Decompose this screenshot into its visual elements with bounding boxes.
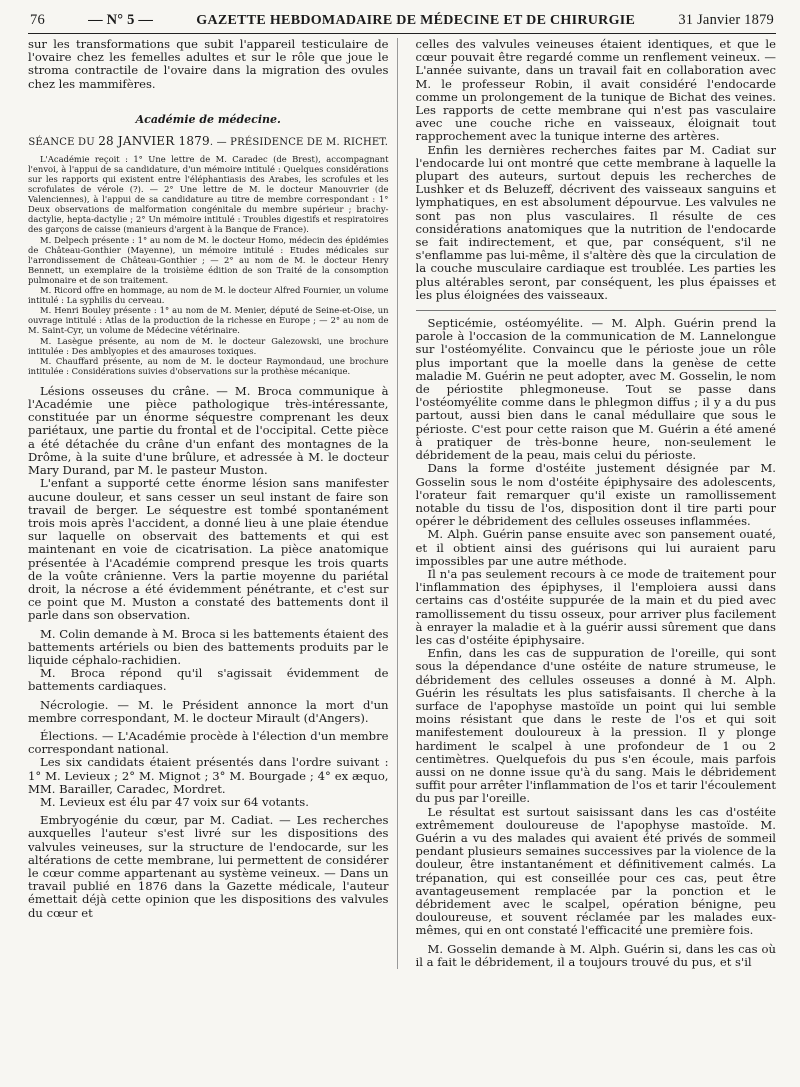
issue-date: 31 Janvier 1879 [678,12,774,28]
paragraph-osteite: Dans la forme d'ostéite justement désignée par M. Gosselin sous le nom d'ostéite épiphysaire des adolescents, l'orateur fait remarquer qu'il existe un ramollissement notable du tissu de l'os, disposition dont il tire parti pour opérer le débridement des cellules osseuses inflammées. [415,461,776,529]
paragraph-endocarde: Enfin les dernières recherches faites par M. Cadiat sur l'endocarde lui ont montré que cette membrane à laquelle la plupart des auteurs, surtout depuis les recherches de Lushker et ds Beluzeff, décrivent des vaisseaux sanguins et lymphatiques, en est absolument dépourvue. Les valvules ne sont pas non plus vasculaires. Il résulte de ces considérations anatomiques que la nutrition de l'endocarde se fait indirectement, et que, par conséquent, s'il ne s'enflamme pas lui-même, il s'altère dès que la circulation de la couche musculaire cardiaque est troublée. Les parties les plus altérables seront, par conséquent, les plus épaisses et les plus éloignées des vaisseaux. [415,142,776,302]
small-paragraph: M. Ricord offre en hommage, au nom de M. le docteur Alfred Fournier, un volume intitulé : La syphilis du cerveau. [28,285,389,306]
right-column [416,38,777,969]
text-columns [28,38,776,969]
paragraph-lesions: Lésions osseuses du crâne. — M. Broca communique à l'Académie une pièce pathologique très-intéressante, constituée par un énorme séquestre comprenant les deux pariétaux, une partie du frontal et de l'occipital. Cette pièce a été détachée du crâne d'un enfant des montagnes de la Drôme, à la suite d'une brûlure, et adressée à M. le docteur Mary Durand, par M. le pasteur Muston. [28,383,389,478]
seance-label: SÉANCE DU [28,136,95,148]
intro-paragraph: sur les transformations que subit l'appareil testiculaire de l'ovaire chez les femelles adultes et sur le rôle que joue le stroma contractile de l'ovaire dans la migration des ovules chez les mammifères. [28,38,389,91]
paragraph-embryogenie: Embryogénie du cœur, par M. Cadiat. — Les recherches auxquelles l'auteur s'est livré sur les dispositions des valvules veineuses, sur la structure de l'endocarde, sur les altérations de cette membrane, lui permettent de considérer le cœur comme appartenant au système veineux. — Dans un travail publié en 1876 dans la Gazette médicale, l'auteur émettait déjà cette opinion que les dispositions des valvules du cœur et [28,813,389,920]
paragraph-oreille: Enfin, dans les cas de suppuration de l'oreille, qui sont sous la dépendance d'une ostéite de nature strumeuse, le débridement des cellules osseuses a donné à M. Alph. Guérin les résultats les plus satisfaisants. Il cherche à la surface de l'apophyse mastoïde un point qui lui semble moins résistant que dans le reste de l'os et qui soit manifestement douloureux à la pression. Il y plonge hardiment le scalpel à une profondeur de 1 ou 2 centimètres. Quelquefois du pus s'en écoule, mais parfois aussi on ne donne issue qu'à du sang. Mais le débridement suffit pour arrêter l'inflammation de l'os et tarir l'écoulement du pus par l'oreille. [415,646,776,806]
journal-title: GAZETTE HEBDOMADAIRE DE MÉDECINE ET DE CHIRURGIE [196,13,636,28]
paragraph-necrologie: Nécrologie. — M. le Président annonce la mort d'un membre correspondant, M. le docteur Mirault (d'Angers). [28,697,389,725]
seance-line [28,134,389,148]
paragraph-broca: M. Broca répond qu'il s'agissait évidemment de battements cardiaques. [28,666,389,694]
paragraph-traitement: Il n'a pas seulement recours à ce mode de traitement pour l'inflammation des épiphyses, il l'emploiera aussi dans certains cas d'ostéite suppurée de la main et du pied avec ramollissement du tissu osseux, pour arriver plus facilement à enrayer la maladie et à la guérir aussi sûrement que dans les cas d'ostéite épiphysaire. [415,566,776,647]
paragraph-colin: M. Colin demande à M. Broca si les battements étaient des battements artériels ou bien des battements produits par le liquide céphalo-rachidien. [28,626,389,667]
issue-number: — N° 5 — [88,12,154,28]
paragraph-enfant: L'enfant a supporté cette énorme lésion sans manifester aucune douleur, et sans cesser un seul instant de faire son travail de berger. Le séquestre est tombé spontanément trois mois après l'accident, a donné lieu à une plaie étendue sur laquelle on observait des battements et qui est maintenant en voie de cicatrisation. La pièce anatomique présentée à l'Académie comprend presque les trois quarts de la voûte crânienne. Vers la partie moyenne du pariétal droit, la nécrose a été évidemment pénétrante, et c'est sur ce point que M. Muston a constaté des battements dont il parle dans son observation. [28,476,389,623]
small-paragraph: M. Henri Bouley présente : 1° au nom de M. Menier, député de Seine-et-Oise, un ouvrage intitulé : Atlas de la production de la richesse en Europe ; — 2° au nom de M. Saint-Cyr, un volume de Médecine vétérinaire. [28,305,389,336]
paragraph-valvules: celles des valvules veineuses étaient identiques, et que le cœur pouvait être regardé comme un renflement veineux. — L'année suivante, dans un travail fait en collaboration avec M. le professeur Robin, il avait considéré l'endocarde comme un prolongement de la tunique de Bichat des veines. Les rapports de cette membrane qui n'est pas vasculaire avec une couche riche en vaisseaux, éloignait tout rapprochement avec la tunique interne des artères. [415,38,776,144]
paragraph-levieux: M. Levieux est élu par 47 voix sur 64 votants. [40,794,309,809]
paragraph-elections: Élections. — L'Académie procède à l'élection d'un membre correspondant national. [28,728,389,757]
page-header [28,8,776,34]
seance-presidence: . — PRÉSIDENCE DE M. RICHET. [209,136,389,148]
small-paragraph: L'Académie reçoit : 1° Une lettre de M. Caradec (de Brest), accompagnant l'envoi, à l'appui de sa candidature, d'un mémoire intitulé : Quelques considérations sur les rapports qui existent entre l'éléphantiasis des Arabes, les scrofules et les scrofulates de vérole (?). — 2° Une lettre de M. le docteur Manouvrier (de Valenciennes), à l'appui de sa candidature au titre de membre correspondant : 1° Deux observations de malformation congénitale du membre supérieur ; brachy-dactylie, hepta-dactylie ; 2° Un mémoire intitulé : Troubles digestifs et respiratoires des garçons de caisse (manieurs d'argent à la Banque de France). [28,153,389,235]
small-paragraph: M. Chauffard présente, au nom de M. le docteur Raymondaud, une brochure intitulée : Considérations suivies d'observations sur la prothèse mécanique. [28,355,389,376]
small-paragraph: M. Delpech présente : 1° au nom de M. le docteur Homo, médecin des épidémies de Château-Gonthier (Mayenne), un mémoire intitulé : Etudes médicales sur l'arrondissement de Château-Gonthier ; — 2° au nom de M. le docteur Henry Bennett, un exemplaire de la troisième édition de son Traité de la consomption pulmonaire et de son traitement. [28,234,389,285]
paragraph-pansement: M. Alph. Guérin panse ensuite avec son pansement ouaté, et il obtient ainsi des guérisons qui lui auraient paru impossibles par une autre méthode. [415,527,776,568]
page-number: 76 [30,12,45,28]
small-paragraph: M. Lasègue présente, au nom de M. le docteur Galezowski, une brochure intitulée : Des amblyopies et des amauroses toxiques. [28,335,389,356]
paragraph-candidats: Les six candidats étaient présentés dans l'ordre suivant : 1° M. Levieux ; 2° M. Mignot ; 3° M. Bourgade ; 4° ex æquo, MM. Barailler, Caradec, Mordret. [28,755,389,796]
paragraph-resultat: Le résultat est surtout saisissant dans les cas d'ostéite extrêmement douloureuse de l'apophyse mastoïde. M. Guérin a vu des malades qui avaient été privés de sommeil pendant plusieurs semaines successives par la violence de la douleur, être instantanément et définitivement calmés. La trépanation, qui est conseillée pour ces cas, peut être avantageusement remplacée par la ponction et le débridement avec le scalpel, opération bénigne, peu douloureuse, et souvent réclamée par les malades eux-mêmes, qui en ont constaté l'efficacité une première fois. [415,804,776,938]
divider [416,310,777,311]
paragraph-septicemie: Septicémie, ostéomyélite. — M. Alph. Guérin prend la parole à l'occasion de la communication de M. Lannelongue sur l'ostéomyélite. Convaincu que le périoste joue un rôle plus important que la moelle dans la genèse de cette maladie M. Guérin ne peut adopter, avec M. Gosselin, le nom de périostite phlegmoneuse. Tout se passe dans l'ostéomyélite comme dans le phlegmon diffus ; il y a du pus partout, aussi bien dans le canal médullaire que sous le périoste. C'est pour cette raison que M. Guérin a été amené à pratiquer de très-bonne heure, non-seulement le débridement de la peau, mais celui du périoste. [415,316,776,463]
left-column [28,38,398,969]
paragraph-gosselin: M. Gosselin demande à M. Alph. Guérin si, dans les cas où il a fait le débridement, il a toujours trouvé du pus, et s'il [415,941,776,969]
correspondence-list [28,154,389,376]
seance-date: 28 JANVIER 1879 [98,133,210,148]
section-title: Académie de médecine. [135,112,281,126]
